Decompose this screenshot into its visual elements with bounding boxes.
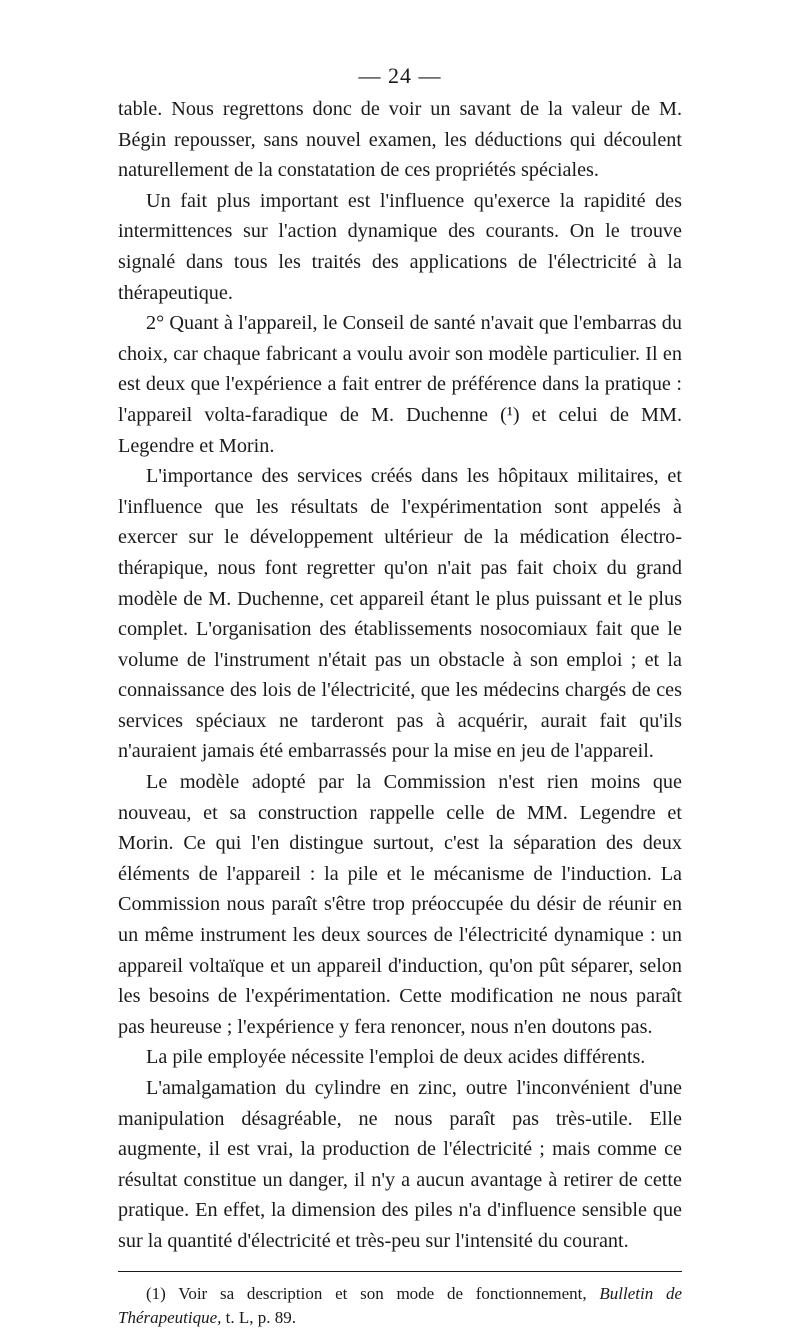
paragraph-6: La pile employée nécessite l'emploi de deux acides différents. — [146, 1046, 646, 1069]
body-text — [118, 94, 682, 1257]
paragraph-2: Un fait plus important est l'influence qu'exerce la rapidité des intermittences sur l'action dynamique des courants. On le trouve signalé dans tous les traités des applications de l'électricité à la thérapeutique. — [118, 189, 682, 304]
page — [118, 62, 682, 1330]
paragraph-5: Le modèle adopté par la Commission n'est rien moins que nouveau, et sa construction rappelle celle de MM. Legendre et Morin. Ce qui l'en distingue surtout, c'est la séparation des deux éléments de l'appareil : la pile et le mécanisme de l'induction. La Commission nous paraît s'être trop préoccupée du désir de réunir en un même instrument les deux sources de l'électricité dynamique : un appareil voltaïque et un appareil d'induction, qu'on pût séparer, selon les besoins de l'expérimentation. Cette modification ne nous paraît pas heureuse ; l'expérience y fera renoncer, nous n'en doutons pas. — [118, 771, 682, 1038]
paragraph-4: L'importance des services créés dans les hôpitaux militaires, et l'influence que les résultats de l'expérimentation sont appelés à exercer sur le développement ultérieur de la médication électro-thérapique, nous font regretter qu'on n'ait pas fait choix du grand modèle de M. Duchenne, cet appareil étant le plus puissant et le plus complet. L'organisation des établissements nosocomiaux fait que le volume de l'instrument n'était pas un obstacle à son emploi ; et la connaissance des lois de l'électricité, que les médecins chargés de ces services spéciaux ne tarderont pas à acquérir, aurait fait qu'ils n'auraient jamais été embarrassés pour la mise en jeu de l'appareil. — [118, 465, 682, 763]
footnote-reference: Bulletin de Thérapeutique, — [118, 1283, 682, 1327]
footnote — [118, 1282, 682, 1330]
paragraph-1: table. Nous regrettons donc de voir un savant de la valeur de M. Bégin repousser, sans nouvel examen, les déductions qui découlent naturellement de la constatation de ces propriétés spéciales. — [118, 98, 682, 182]
paragraph-3: 2° Quant à l'appareil, le Conseil de santé n'avait que l'embarras du choix, car chaque fabricant a voulu avoir son modèle particulier. Il en est deux que l'expérience a fait entrer de préférence dans la pratique : l'appareil volta-faradique de M. Duchenne (¹) et celui de MM. Legendre et Morin. — [118, 312, 682, 457]
paragraph-7: L'amalgamation du cylindre en zinc, outre l'inconvénient d'une manipulation désagréable, ne nous paraît pas très-utile. Elle augmente, il est vrai, la production de l'électricité ; mais comme ce résultat constitue un danger, il n'y a aucun avantage à retirer de cette pratique. En effet, la dimension des piles n'a d'influence sensible que sur la quantité d'électricité et très-peu sur l'intensité du courant. — [118, 1077, 682, 1252]
footnote-divider — [118, 1271, 682, 1272]
footnote-text: Voir sa description et son mode de fonctionnement, — [178, 1283, 587, 1303]
page-number: — 24 — — [358, 63, 442, 88]
footnote-mark: (1) — [146, 1283, 166, 1303]
footnote-details: t. L, p. 89. — [225, 1307, 297, 1327]
